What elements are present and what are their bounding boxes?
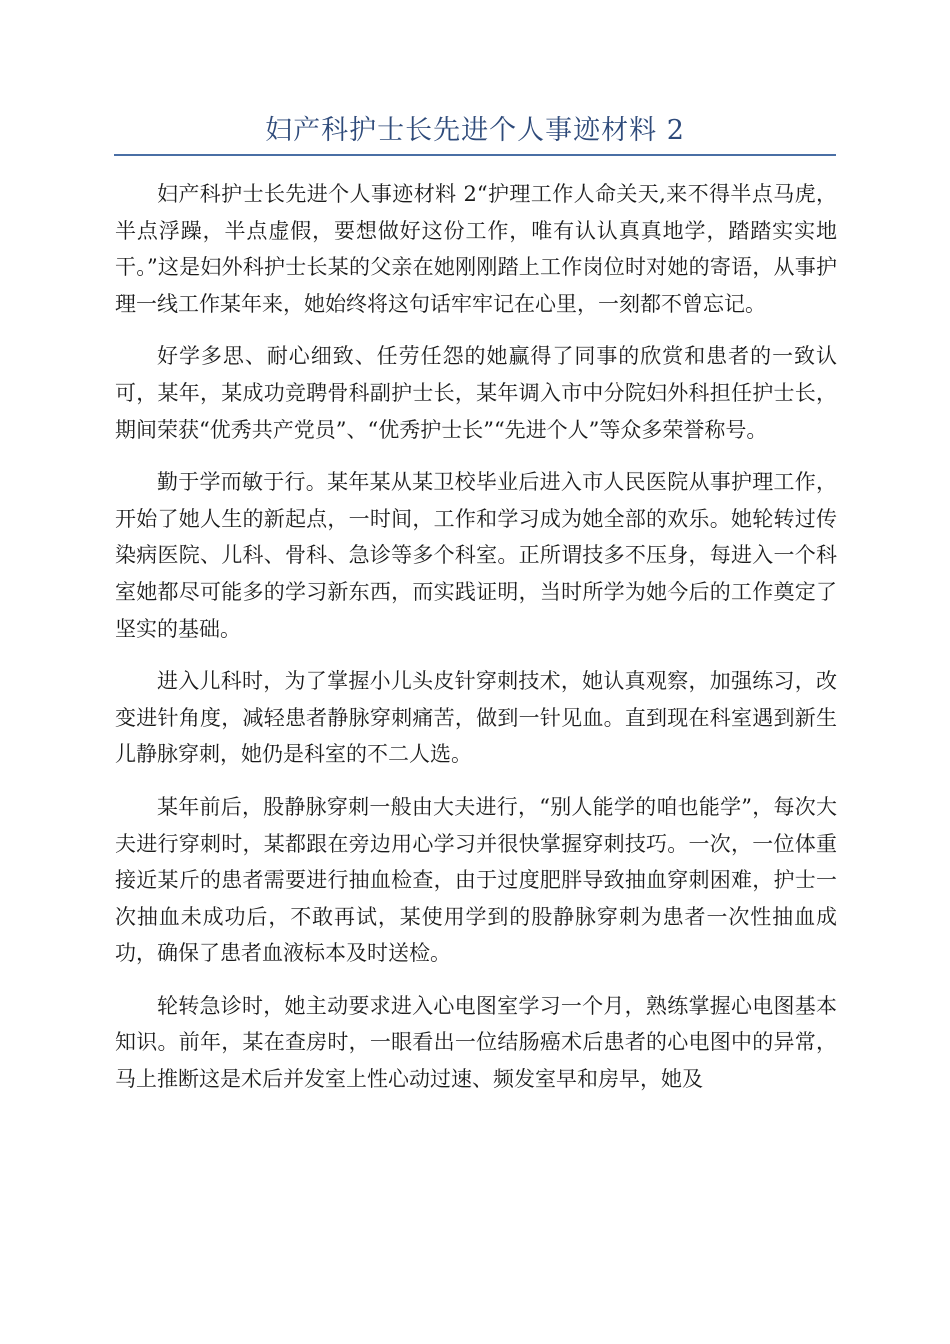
paragraph-3: 勤于学而敏于行。某年某从某卫校毕业后进入市人民医院从事护理工作，开始了她人生的新起点，一时间，工作和学习成为她全部的欢乐。她轮转过传染病医院、儿科、骨科、急诊等多个科室。正所谓技多不压身，每进入一个科室她都尽可能多的学习新东西，而实践证明，当时所学为她今后的工作奠定了坚实的基础。 bbox=[115, 470, 837, 641]
document-title: 妇产科护士长先进个人事迹材料 2 bbox=[265, 115, 685, 146]
paragraph-5: 某年前后，股静脉穿刺一般由大夫进行，“别人能学的咱也能学”，每次大夫进行穿刺时，某都跟在旁边用心学习并很快掌握穿刺技巧。一次，一位体重接近某斤的患者需要进行抽血检查，由于过度肥胖导致抽血穿刺困难，护士一次抽血未成功后，不敢再试，某使用学到的股静脉穿刺为患者一次性抽血成功，确保了患者血液标本及时送检。 bbox=[115, 794, 837, 966]
paragraph-2: 好学多思、耐心细致、任劳任怨的她赢得了同事的欣赏和患者的一致认可，某年，某成功竞聘骨科副护士长，某年调入市中分院妇外科担任护士长，期间荣获“优秀共产党员”、“优秀护士长”“先进个人”等众多荣誉称号。 bbox=[115, 344, 837, 442]
document-body bbox=[115, 176, 837, 1114]
paragraph-6: 轮转急诊时，她主动要求进入心电图室学习一个月，熟练掌握心电图基本知识。前年，某在查房时，一眼看出一位结肠癌术后患者的心电图中的异常，马上推断这是术后并发室上性心动过速、频发室早和房早，她及 bbox=[115, 993, 837, 1092]
title-divider bbox=[114, 154, 836, 156]
paragraph-1: 妇产科护士长先进个人事迹材料 2“护理工作人命关天,来不得半点马虎，半点浮躁，半点虚假，要想做好这份工作，唯有认认真真地学，踏踏实实地干。”这是妇外科护士长某的父亲在她刚刚踏上工作岗位时对她的寄语，从事护理一线工作某年来，她始终将这句话牢牢记在心里，一刻都不曾忘记。 bbox=[115, 182, 837, 316]
paragraph-4: 进入儿科时，为了掌握小儿头皮针穿刺技术，她认真观察，加强练习，改变进针角度，减轻患者静脉穿刺痛苦，做到一针见血。直到现在科室遇到新生儿静脉穿刺，她仍是科室的不二人选。 bbox=[115, 669, 837, 767]
